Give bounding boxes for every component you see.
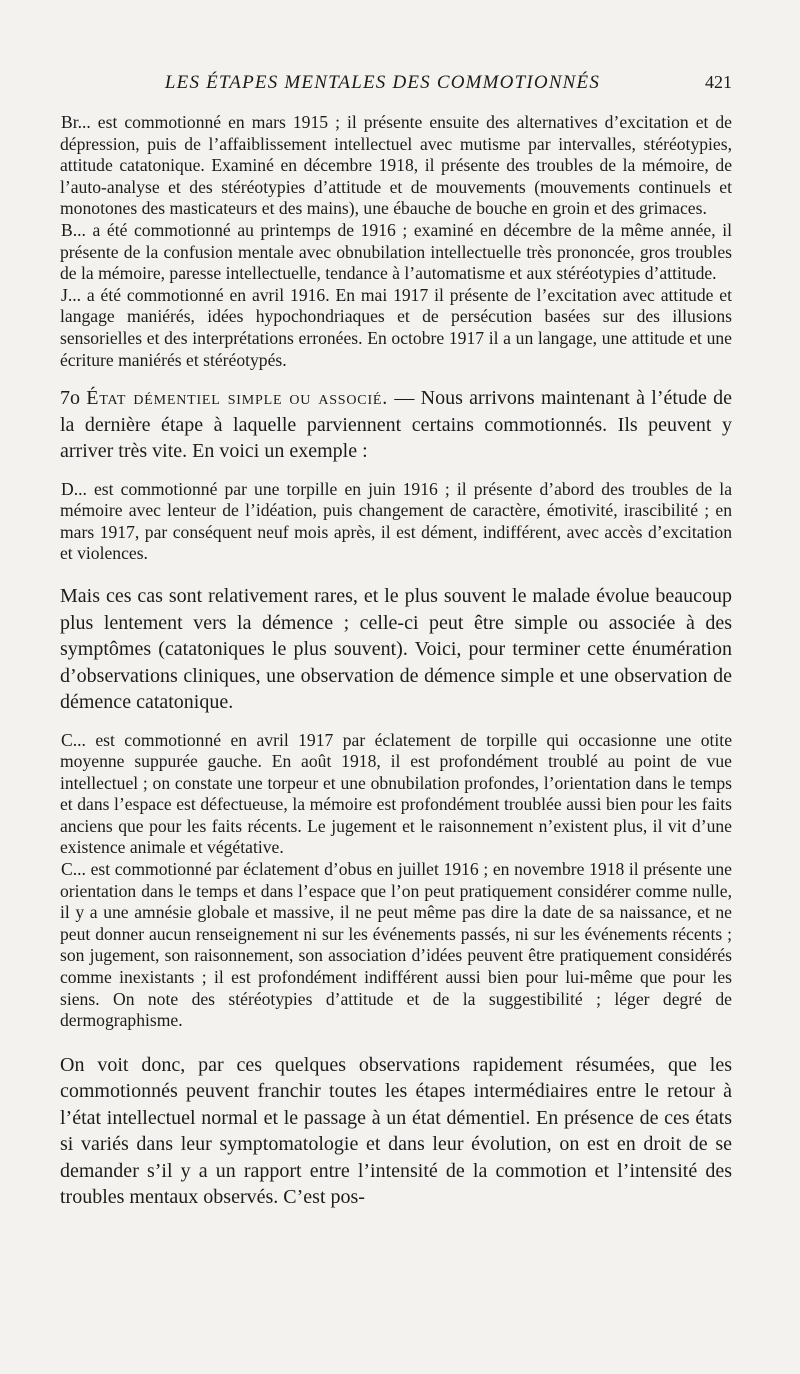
section-7-text: — Nous arrivons maintenant à l’étude de la dernière étape à laquelle parviennent certains commotionnés. Ils peuvent y arriver très vite. En voici un exemple : xyxy=(60,387,732,463)
observation-d-block xyxy=(60,479,732,565)
observations-block-1 xyxy=(60,112,732,371)
observation-d: D... est commotionné par une torpille en juin 1916 ; il présente d’abord des troubles de la mémoire avec lenteur de l’idéation, puis changement de caractère, émotivité, irascibilité ; en mars 1917, par conséquent neuf mois après, il est dément, indifférent, avec accès d’excitation et violences. xyxy=(60,478,732,564)
observation-c-1: C... est commotionné en avril 1917 par éclatement de torpille qui occasionne une otite moyenne suppurée gauche. En août 1918, il est profondément troublé au point de vue intellectuel ; on constate une torpeur et une obnubilation profondes, l’orientation dans le temps et dans l’espace est défectueuse, la mémoire est profondément troublée aussi bien pour les faits anciens que pour les faits récents. Le jugement et le raisonnement n’existent plus, il vit d’une existence animale et végétative. xyxy=(60,729,732,858)
running-header xyxy=(60,72,732,94)
observation-b: B... a été commotionné au printemps de 1916 ; examiné en décembre de la même année, il présente de la confusion mentale avec obnubilation intellectuelle très prononcée, gros troubles de la mémoire, paresse intellectuelle, tendance à l’automatisme et aux stéréotypies d’attitude. xyxy=(60,219,732,284)
paragraph-on: On voit donc, par ces quelques observations rapidement résumées, que les commotionnés peuvent franchir toutes les étapes intermédiaires entre le retour à l’état intellectuel normal et le passage à un état démentiel. En présence de ces états si variés dans leur symptomatologie et dans leur évolution, on est en droit de se demander s’il y a un rapport entre l’intensité de la commotion et l’intensité des troubles mentaux observés. C’est pos- xyxy=(60,1053,732,1209)
running-title: LES ÉTAPES MENTALES DES COMMOTIONNÉS xyxy=(164,72,601,93)
observation-br: Br... est commotionné en mars 1915 ; il présente ensuite des alternatives d’excitation et de dépression, puis de l’affaiblissement intellectuel avec mutisme par intervalles, stéréotypies, attitude catatonique. Examiné en décembre 1918, il présente des troubles de la mémoire, de l’auto-analyse et des stéréotypies d’attitude et de mouvements (mouvements continuels et monotones des masticateurs et des mains), une ébauche de bouche en groin et des grimaces. xyxy=(60,112,732,219)
page-number: 421 xyxy=(705,72,732,92)
section-7-title: État démentiel simple ou associé. xyxy=(86,387,389,410)
observation-j: J... a été commotionné en avril 1916. En mai 1917 il présente de l’excitation avec attitude et langage maniérés, idées hypochondriaques et de persécution basées sur des illusions sensorielles et des interprétations erronées. En octobre 1917 il a un langage, une attitude et une écriture maniérés et stéréotypés. xyxy=(60,284,732,370)
observations-block-2 xyxy=(60,730,732,1032)
section-7-number: 7o xyxy=(60,387,80,410)
observation-c-2: C... est commotionné par éclatement d’obus en juillet 1916 ; en novembre 1918 il présente une orientation dans le temps et dans l’espace que l’on peut pratiquement considérer comme nulle, il y a une amnésie globale et massive, il ne peut même pas dire la date de sa naissance, et ne peut donner aucun renseignement ni sur les événements passés, ni sur les événements récents ; son jugement, son raisonnement, son association d’idées peuvent être pratiquement considérés comme inexistants ; il est profondément indifférent aussi bien pour lui-même que pour les siens. On note des stéréotypies d’attitude et de la suggestibilité ; léger degré de dermographisme. xyxy=(60,859,732,1031)
section-7-paragraph xyxy=(60,385,732,465)
paragraph-mais: Mais ces cas sont relativement rares, et le plus souvent le malade évolue beaucoup plus lentement vers la démence ; celle-ci peut être simple ou associée à des symptômes (catatoniques le plus souvent). Voici, pour terminer cette énumération d’observations cliniques, une observation de démence simple et une observation de démence catatonique. xyxy=(60,585,732,713)
section-7-block xyxy=(60,385,732,465)
paragraph-on-block xyxy=(60,1052,732,1211)
paragraph-mais-block xyxy=(60,583,732,716)
